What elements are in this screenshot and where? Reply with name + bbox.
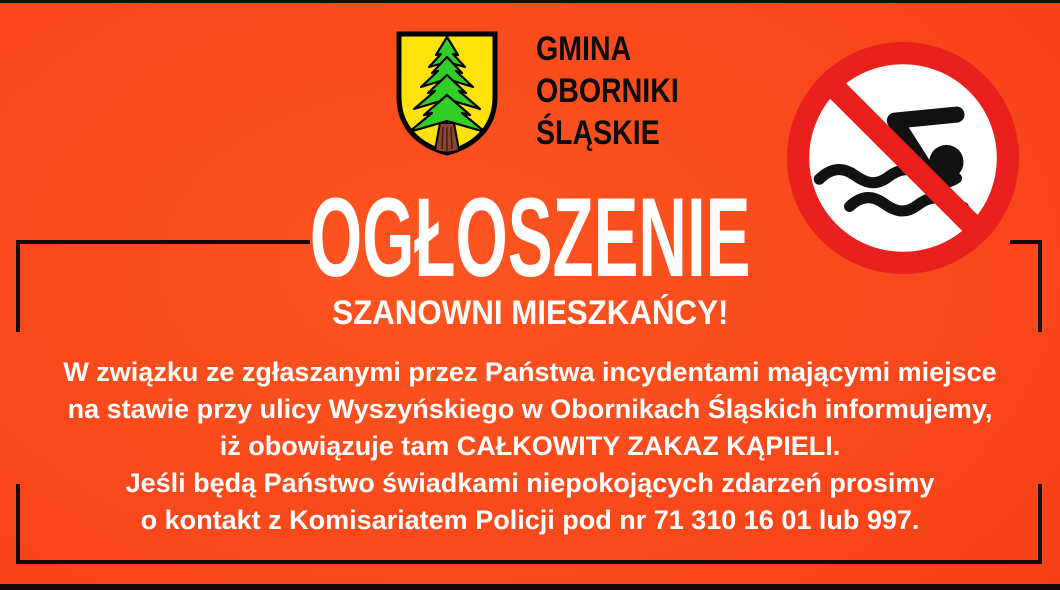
coat-of-arms-icon — [392, 27, 502, 159]
municipality-name-line: GMINA — [536, 30, 632, 68]
bottom-edge-strip — [0, 584, 1060, 590]
subtitle: SZANOWNI MIESZKAŃCY! — [331, 294, 729, 332]
announcement-body — [0, 354, 1060, 539]
subtitle-row — [0, 296, 1060, 330]
body-line: na stawie przy ulicy Wyszyńskiego w Obornikach Śląskich informujemy, — [67, 394, 993, 424]
top-edge-strip — [0, 0, 1060, 3]
title-row — [0, 175, 1060, 300]
municipality-name-line: OBORNIKI — [536, 72, 679, 110]
coat-of-arms — [392, 27, 502, 159]
page-title: OGŁOSZENIE — [309, 175, 751, 300]
municipality-name-line: ŚLĄSKIE — [536, 114, 660, 152]
municipality-name — [536, 28, 679, 154]
body-line: W związku ze zgłaszanymi przez Państwa incydentami mającymi miejsce — [63, 357, 997, 387]
body-line: iż obowiązuje tam CAŁKOWITY ZAKAZ KĄPIELI. — [219, 431, 841, 461]
body-line: Jeśli będą Państwo świadkami niepokojących zdarzeń prosimy — [125, 468, 935, 498]
body-line: o kontakt z Komisariatem Policji pod nr 71 310 16 01 lub 997. — [140, 505, 920, 535]
